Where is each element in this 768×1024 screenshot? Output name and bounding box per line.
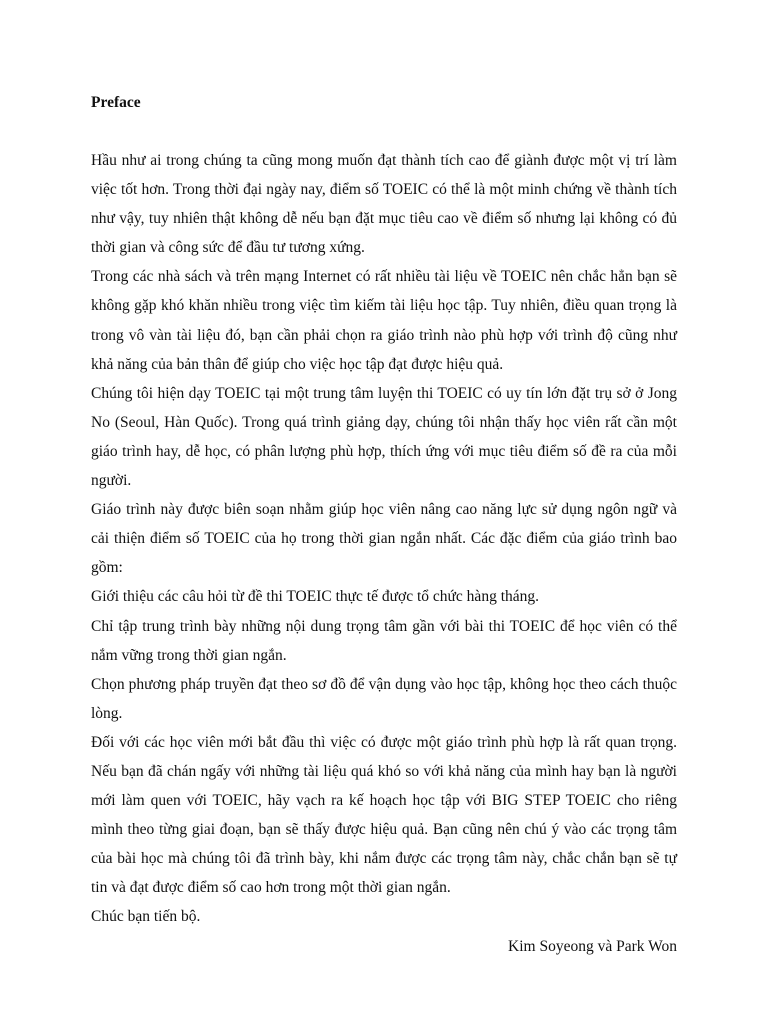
page-title: Preface: [91, 94, 141, 111]
paragraph-intro: Hầu như ai trong chúng ta cũng mong muốn đạt thành tích cao để giành được một vị trí làm việc tốt hơn. Trong thời đại ngày nay, điểm số TOEIC có thể là một minh chứng về thành tích như vậy, tuy nhiên thật không dễ nếu bạn đặt mục tiêu cao về điểm số nhưng lại không có đủ thời gian và công sức để đầu tư tương xứng.: [91, 152, 677, 257]
paragraph-feature-1: Giới thiệu các câu hỏi từ đề thi TOEIC thực tế được tổ chức hàng tháng.: [91, 588, 540, 606]
paragraph-advice: Đối với các học viên mới bắt đầu thì việc có được một giáo trình phù hợp là rất quan trọng. Nếu bạn đã chán ngấy với những tài liệu quá khó so với khả năng của mình hay bạn là người mới làm quen với TOEIC, hãy vạch ra kế hoạch học tập với BIG STEP TOEIC cho riêng mình theo từng giai đoạn, bạn sẽ thấy được hiệu quả. Bạn cũng nên chú ý vào các trọng tâm của bài học mà chúng tôi đã trình bày, khi nắm được các trọng tâm này, chắc chắn bạn sẽ tự tin và đạt được điểm số cao hơn trong một thời gian ngắn.: [91, 733, 677, 897]
document-page: [91, 90, 677, 961]
paragraph-closing: Chúc bạn tiến bộ.: [91, 908, 201, 926]
paragraph-resources: Trong các nhà sách và trên mạng Internet có rất nhiều tài liệu về TOEIC nên chắc hẳn bạn sẽ không gặp khó khăn nhiều trong việc tìm kiếm tài liệu học tập. Tuy nhiên, điều quan trọng là trong vô vàn tài liệu đó, bạn cần phải chọn ra giáo trình nào phù hợp với trình độ cũng như khả năng của bản thân để giúp cho việc học tập đạt được hiệu quả.: [91, 268, 677, 373]
paragraph-feature-2: Chỉ tập trung trình bày những nội dung trọng tâm gần với bài thi TOEIC để học viên có thể nắm vững trong thời gian ngắn.: [91, 617, 677, 664]
signature: Kim Soyeong và Park Won: [508, 937, 677, 955]
paragraph-about-us: Chúng tôi hiện dạy TOEIC tại một trung tâm luyện thi TOEIC có uy tín lớn đặt trụ sở ở Jong No (Seoul, Hàn Quốc). Trong quá trình giảng dạy, chúng tôi nhận thấy học viên rất cần một giáo trình hay, dễ học, có phân lượng phù hợp, thích ứng với mục tiêu điểm số đề ra của mỗi người.: [91, 384, 677, 490]
paragraph-purpose: Giáo trình này được biên soạn nhằm giúp học viên nâng cao năng lực sử dụng ngôn ngữ và cải thiện điểm số TOEIC của họ trong thời gian ngắn nhất. Các đặc điểm của giáo trình bao gồm:: [91, 501, 677, 577]
paragraph-feature-3: Chọn phương pháp truyền đạt theo sơ đồ để vận dụng vào học tập, không học theo cách thuộc lòng.: [91, 675, 677, 722]
